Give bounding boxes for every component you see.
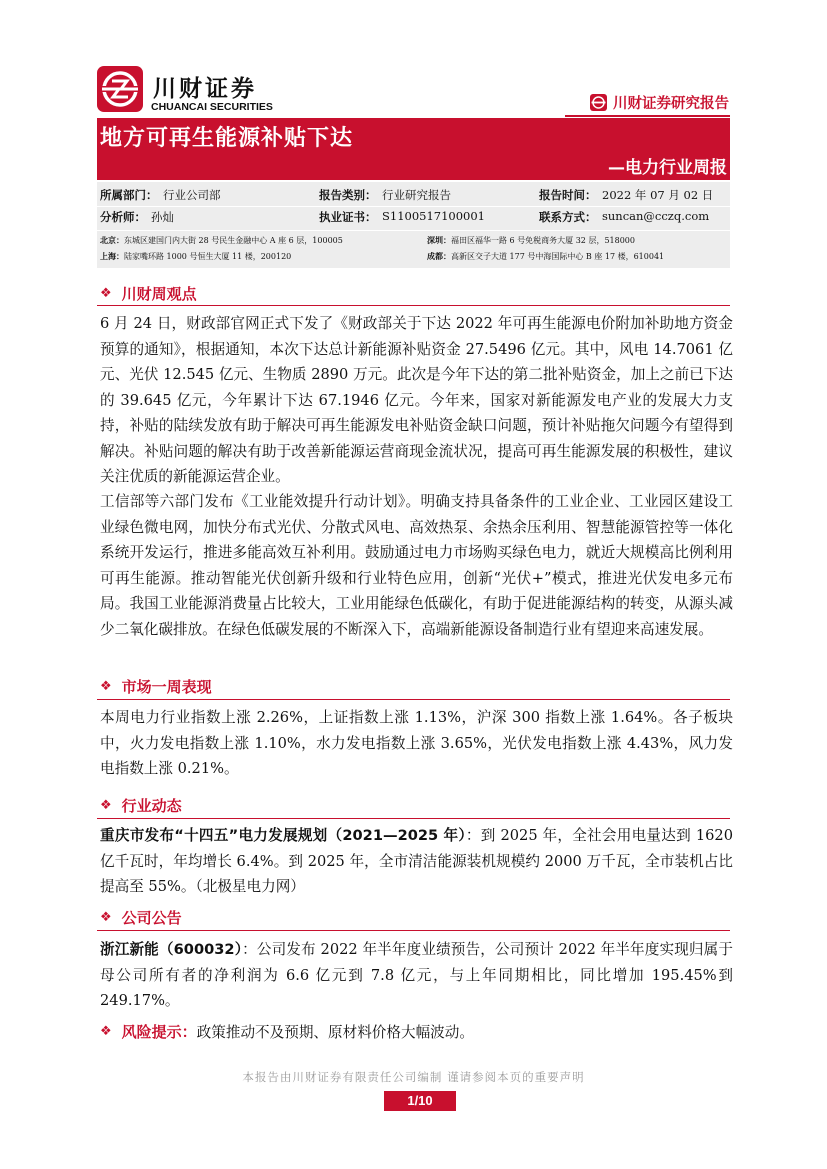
mini-logo-icon bbox=[590, 94, 607, 111]
report-subtitle: —电力行业周报 bbox=[608, 158, 727, 178]
header-rule bbox=[565, 115, 730, 117]
diamond-bullet-icon: ❖ bbox=[100, 286, 112, 301]
company-paragraph bbox=[100, 937, 733, 1014]
industry-news-body: ：到 2025 年，全社会用电量达到 1620 亿千瓦时，年均增长 6.4%。到 2025 年，全市清洁能源装机规模约 2000 万千瓦，全市装机占比提高至 55%。（北极星电力网） bbox=[100, 827, 733, 895]
address-beijing: 北京：东城区建国门内大街 28 号民生金融中心 A 座 6 层，100005 bbox=[100, 236, 343, 245]
report-tag-text: 川财证券研究报告 bbox=[613, 96, 729, 112]
analyst-value: 孙灿 bbox=[151, 210, 174, 224]
address-chengdu: 成都：高新区交子大道 177 号中海国际中心 B 座 17 楼，610041 bbox=[427, 252, 665, 261]
dept-value: 行业公司部 bbox=[163, 188, 221, 202]
diamond-bullet-icon: ❖ bbox=[100, 1024, 112, 1039]
section-view-title: 川财周观点 bbox=[121, 285, 197, 303]
footer-disclaimer: 本报告由川财证券有限责任公司编制 谨请参阅本页的重要声明 bbox=[242, 1070, 585, 1084]
company-name: 浙江新能（600032） bbox=[100, 941, 243, 958]
analyst-label: 分析师： bbox=[100, 210, 146, 224]
dept-label: 所属部门： bbox=[100, 188, 158, 202]
company-logo-icon bbox=[97, 66, 143, 112]
section-company-heading bbox=[100, 907, 182, 928]
meta-divider bbox=[97, 206, 730, 207]
section-market-heading bbox=[100, 676, 212, 697]
type-label: 报告类别： bbox=[319, 188, 377, 202]
diamond-bullet-icon: ❖ bbox=[100, 798, 112, 813]
meta-block bbox=[97, 182, 730, 268]
address-shenzhen: 深圳：福田区福华一路 6 号免税商务大厦 32 层，518000 bbox=[427, 236, 635, 245]
section-view-heading bbox=[100, 283, 197, 304]
time-value: 2022 年 07 月 02 日 bbox=[602, 188, 714, 202]
section-rule bbox=[97, 818, 730, 819]
brand-name-en: CHUANCAI SECURITIES bbox=[151, 101, 273, 113]
industry-paragraph bbox=[100, 823, 733, 900]
market-paragraph: 本周电力行业指数上涨 2.26%，上证指数上涨 1.13%，沪深 300 指数上涨 1.64%。各子板块中，火力发电指数上涨 1.10%，水力发电指数上涨 3.65%，光伏发电指数上涨 4.43%，风力发电指数上涨 0.21%。 bbox=[100, 709, 733, 777]
risk-title: 风险提示： bbox=[121, 1023, 197, 1041]
contact-value: suncan@cczq.com bbox=[602, 209, 710, 223]
cert-value: S1100517100001 bbox=[382, 209, 485, 223]
brand-name-cn: 川财证券 bbox=[153, 76, 257, 102]
time-label: 报告时间： bbox=[539, 188, 597, 202]
page-number: 1/10 bbox=[384, 1091, 456, 1111]
contact-label: 联系方式： bbox=[539, 210, 597, 224]
section-rule bbox=[97, 305, 730, 306]
industry-news-headline: 重庆市发布“十四五”电力发展规划（2021—2025 年） bbox=[100, 827, 466, 844]
section-rule bbox=[97, 699, 730, 700]
risk-line bbox=[100, 1021, 474, 1042]
section-market-title: 市场一周表现 bbox=[121, 678, 212, 696]
cert-label: 执业证书： bbox=[319, 210, 377, 224]
report-title: 地方可再生能源补贴下达 bbox=[100, 126, 354, 151]
section-company-title: 公司公告 bbox=[121, 909, 182, 927]
address-shanghai: 上海：陆家嘴环路 1000 号恒生大厦 11 楼，200120 bbox=[100, 252, 292, 261]
diamond-bullet-icon: ❖ bbox=[100, 910, 112, 925]
diamond-bullet-icon: ❖ bbox=[100, 679, 112, 694]
section-rule bbox=[97, 930, 730, 931]
view-paragraph-2: 工信部等六部门发布《工业能效提升行动计划》。明确支持具备条件的工业企业、工业园区建设工业绿色微电网，加快分布式光伏、分散式风电、高效热泵、余热余压利用、智慧能源管控等一体化系统开发运行，推进多能高效互补利用。鼓励通过电力市场购买绿色电力，就近大规模高比例利用可再生能源。推动智能光伏创新升级和行业特色应用，创新“光伏+”模式，推进光伏发电多元布局。我国工业能源消费量占比较大，工业用能绿色低碳化，有助于促进能源结构的转变，从源头减少二氧化碳排放。在绿色低碳发展的不断深入下，高端新能源设备制造行业有望迎来高速发展。 bbox=[100, 493, 733, 638]
view-paragraph-1: 6 月 24 日，财政部官网正式下发了《财政部关于下达 2022 年可再生能源电价附加补助地方资金预算的通知》，根据通知，本次下达总计新能源补贴资金 27.5496 亿元。其中，风电 14.7061 亿元、光伏 12.545 亿元、生物质 2890 万元。此次是今年下达的第二批补贴资金，加上之前已下达的 39.645 亿元，今年累计下达 67.1946 亿元。今年来，国家对新能源发电产业的发展大力支持，补贴的陆续发放有助于解决可再生能源发电补贴资金缺口问题，预计补贴拖欠问题今有望得到解决。补贴问题的解决有助于改善新能源运营商现金流状况，提高可再生能源发展的积极性，建议关注优质的新能源运营企业。 bbox=[100, 315, 733, 485]
section-industry-title: 行业动态 bbox=[121, 797, 182, 815]
section-industry-heading bbox=[100, 795, 182, 816]
report-tag bbox=[590, 92, 729, 113]
risk-text: 政策推动不及预期、原材料价格大幅波动。 bbox=[196, 1024, 474, 1041]
type-value: 行业研究报告 bbox=[382, 188, 451, 202]
company-announcement-body: ：公司发布 2022 年半年度业绩预告，公司预计 2022 年半年度实现归属于母公司所有者的净利润为 6.6 亿元到 7.8 亿元，与上年同期相比，同比增加 195.45%到 249.17%。 bbox=[100, 941, 733, 1009]
meta-divider bbox=[97, 230, 730, 231]
